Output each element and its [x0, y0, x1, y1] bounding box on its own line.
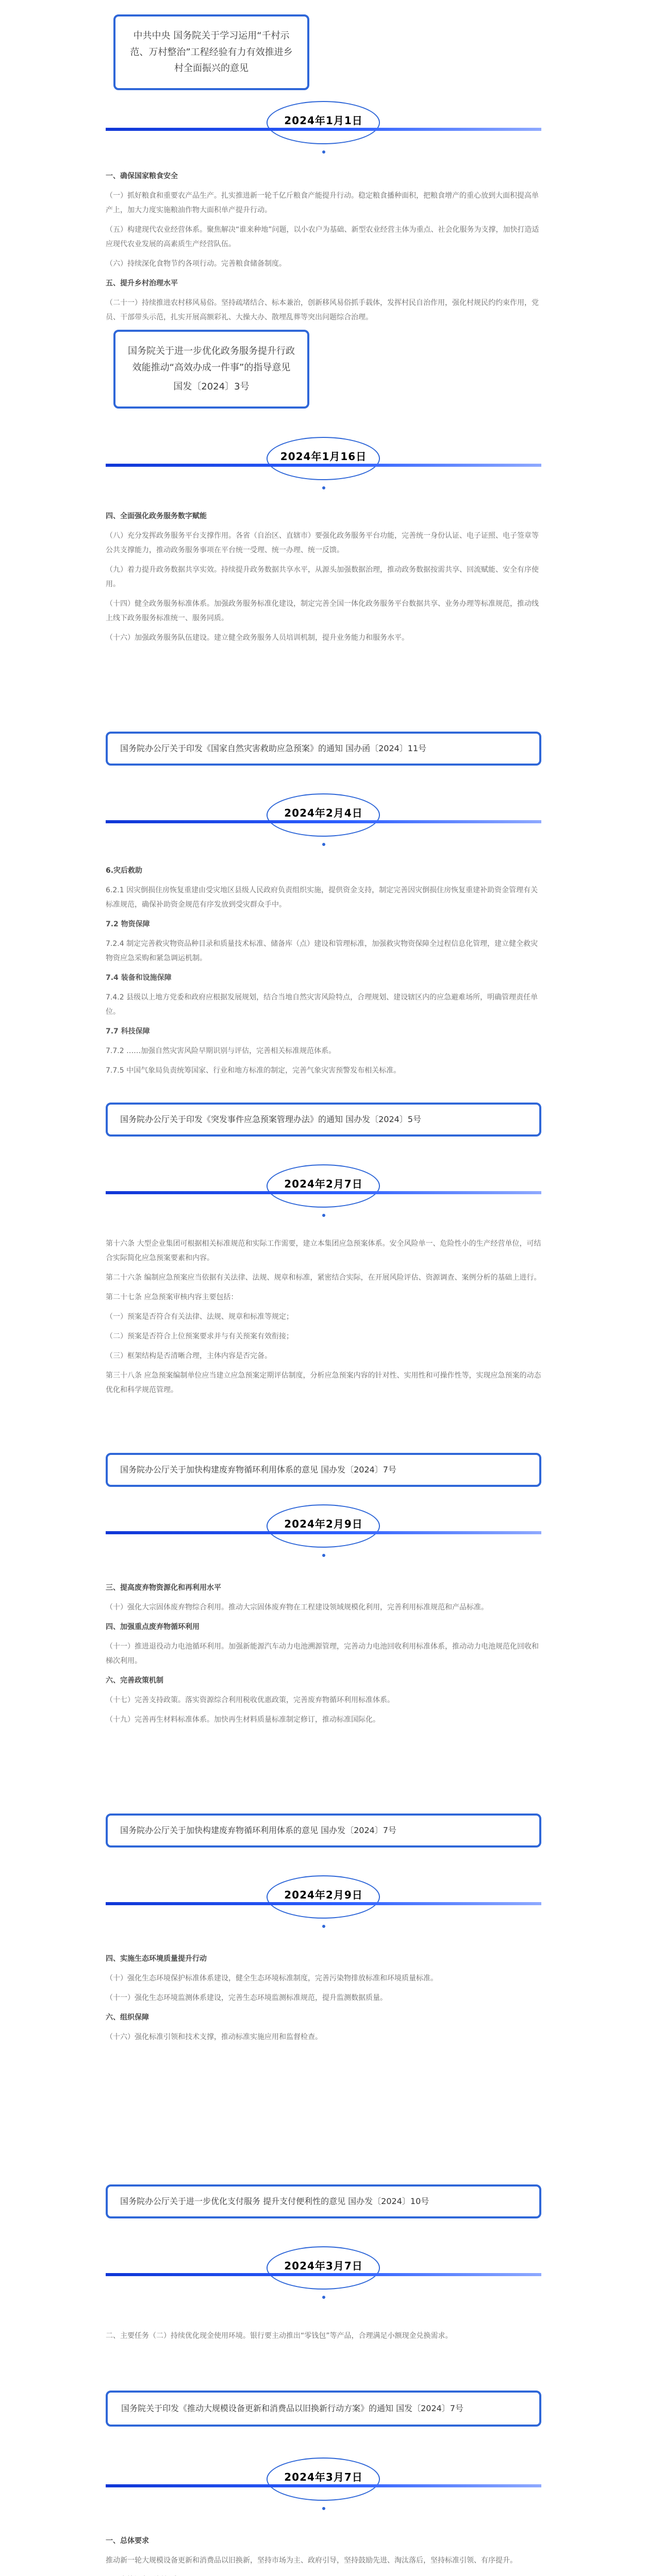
- section-5: [106, 1577, 541, 1732]
- section-paragraph: （十四）健全政务服务标准体系。加强政务服务标准化建设，制定完善全国一体化政务服务平台数据共享、业务办理等标准规范，推动线上线下政务服务标准统一、服务同质。: [106, 600, 539, 622]
- section-paragraph: （二十一）持续推进农村移风易俗。坚持疏堵结合、标本兼治，创新移风易俗抓手载体，发挥村民自治作用，强化村规民约约束作用，党员、干部带头示范，扎实开展高额彩礼、大操大办、散埋乱葬等突出问题综合治理。: [106, 299, 539, 321]
- policy-title: 中共中央 国务院关于学习运用“千村示范、万村整治”工程经验有力有效推进乡村全面振兴的意见: [130, 30, 293, 74]
- policy-title: 国务院办公厅关于印发《国家自然灾害救助应急预案》的通知 国办函〔2024〕11号: [120, 743, 427, 753]
- date-marker-6: [106, 1875, 541, 1920]
- date-text: 2024年2月4日: [284, 807, 363, 819]
- section-paragraph: （十一）推进退役动力电池循环利用。加强新能源汽车动力电池溯源管理，完善动力电池回收利用标准体系，推动动力电池规范化回收和梯次利用。: [106, 1642, 539, 1665]
- policy-title: 国务院办公厅关于加快构建废弃物循环利用体系的意见 国办发〔2024〕7号: [120, 1465, 396, 1475]
- date-dot: [322, 1554, 325, 1557]
- policy-title: 国务院关于印发《推动大规模设备更新和消费品以旧换新行动方案》的通知 国发〔2024〕7号: [121, 2403, 463, 2413]
- date-dot: [322, 843, 325, 846]
- section-heading: 五、提升乡村治理水平: [106, 279, 178, 287]
- section-paragraph: （五）构建现代农业经营体系。聚焦解决“谁来种地”问题，以小农户为基础、新型农业经营主体为重点、社会化服务为支撑，加快打造适应现代农业发展的高素质生产经营队伍。: [106, 226, 539, 248]
- section-paragraph: （九）着力提升政务数据共享实效。持续提升政务数据共享水平，从源头加强数据治理，推动政务数据按需共享、回流赋能、安全有序使用。: [106, 566, 539, 588]
- section-heading: 四、加强重点废弃物循环利用: [106, 1623, 200, 1631]
- section-paragraph: （十六）加强政务服务队伍建设。建立健全政务服务人员培训机制，提升业务能力和服务水平。: [106, 634, 409, 642]
- section-paragraph: （八）充分发挥政务服务平台支撑作用。各省（自治区、直辖市）要强化政务服务平台功能，完善统一身份认证、电子证照、电子签章等公共支撑能力，推动政务服务事项在平台统一受理、统一办理、统一反馈。: [106, 532, 539, 554]
- date-marker-3: [106, 793, 541, 838]
- date-dot: [322, 1925, 325, 1928]
- date-divider-line: [106, 1531, 541, 1534]
- section-paragraph: 6.2.1 因灾倒损住房恢复重建由受灾地区县级人民政府负责组织实施，提供资金支持，制定完善因灾倒损住房恢复重建补助资金管理有关标准规范，确保补助资金规范有序发放到受灾群众手中。: [106, 886, 538, 909]
- date-text: 2024年3月7日: [284, 2260, 363, 2272]
- section-6: [106, 1947, 541, 2049]
- policy-card-1[interactable]: [113, 14, 309, 90]
- section-heading: 六、组织保障: [106, 2013, 149, 2022]
- date-dot: [322, 2507, 325, 2510]
- section-heading: [106, 2573, 541, 2576]
- section-4: [106, 1236, 541, 1402]
- section-1: [106, 165, 541, 330]
- date-dot: [322, 1214, 325, 1217]
- policy-title: 国务院关于进一步优化政务服务提升行政效能推动“高效办成一件事”的指导意见: [128, 346, 295, 373]
- section-7: [106, 2329, 541, 2348]
- policy-card-4[interactable]: [106, 1103, 541, 1137]
- date-text: 2024年1月1日: [284, 114, 363, 127]
- date-divider-line: [106, 2484, 541, 2487]
- section-paragraph: （一）预案是否符合有关法律、法规、规章和标准等规定；: [106, 1313, 293, 1321]
- section-paragraph: 7.7.2 ……加强自然灾害风险早期识别与评估，完善相关标准规范体系。: [106, 1047, 336, 1055]
- section-paragraph: 第十六条 大型企业集团可根据相关标准规范和实际工作需要，建立本集团应急预案体系。安全风险单一、危险性小的生产经营单位，可结合实际简化应急预案要素和内容。: [106, 1240, 541, 1262]
- date-marker-2: [106, 437, 541, 481]
- date-text: 2024年2月7日: [284, 1178, 363, 1190]
- section-paragraph: 第二十七条 应急预案审核内容主要包括：: [106, 1293, 238, 1301]
- section-paragraph: （三）框架结构是否清晰合理，主体内容是否完备。: [106, 1352, 272, 1360]
- section-paragraph: （一）抓好粮食和重要农产品生产。扎实推进新一轮千亿斤粮食产能提升行动。稳定粮食播种面积，把粮食增产的重心放到大面积提高单产上，加大力度实施粮油作物大面积单产提升行动。: [106, 192, 539, 214]
- policy-number: 国发〔2024〕3号: [173, 381, 250, 392]
- policy-card-6[interactable]: [106, 1814, 541, 1848]
- date-marker-4: [106, 1164, 541, 1209]
- date-text: 2024年2月9日: [284, 1889, 363, 1901]
- date-dot: [322, 150, 325, 154]
- section-paragraph: 二、主要任务（二）持续优化现金使用环境。银行要主动推出“零钱包”等产品，合理满足小额现金兑换需求。: [106, 2332, 453, 2340]
- date-divider-line: [106, 464, 541, 467]
- date-dot: [322, 2296, 325, 2299]
- section-heading: 六、完善政策机制: [106, 1676, 163, 1685]
- policy-card-8[interactable]: [106, 2391, 541, 2427]
- policy-title: 国务院办公厅关于加快构建废弃物循环利用体系的意见 国办发〔2024〕7号: [120, 1825, 396, 1835]
- policy-card-7[interactable]: [106, 2184, 541, 2218]
- section-subheading: 7.7 科技保障: [106, 1027, 150, 1036]
- section-subheading: 7.4 装备和设施保障: [106, 974, 172, 982]
- section-paragraph: （十）强化大宗固体废弃物综合利用。推动大宗固体废弃物在工程建设领域规模化利用，完善利用标准规范和产品标准。: [106, 1603, 488, 1612]
- section-paragraph: 7.4.2 县级以上地方党委和政府应根据发展规划，结合当地自然灾害风险特点，合理规划、建设辖区内的应急避难场所，明确管理责任单位。: [106, 993, 538, 1016]
- policy-card-3[interactable]: [106, 732, 541, 766]
- date-marker-5: [106, 1504, 541, 1549]
- section-paragraph: （十九）完善再生材料标准体系。加快再生材料质量标准制定修订，推动标准国际化。: [106, 1716, 380, 1724]
- date-divider-line: [106, 820, 541, 823]
- section-heading: 四、全面强化政务服务数字赋能: [106, 512, 207, 520]
- section-heading: 三、提高废弃物资源化和再利用水平: [106, 1584, 221, 1592]
- section-paragraph: （十）强化生态环境保护标准体系建设，健全生态环境标准制度，完善污染物排放标准和环境质量标准。: [106, 1974, 438, 1982]
- policy-title: 国务院办公厅关于进一步优化支付服务 提升支付便利性的意见 国办发〔2024〕10号: [120, 2196, 429, 2206]
- section-paragraph: 7.2.4 制定完善救灾物资品种目录和质量技术标准、储备库（点）建设和管理标准，加强救灾物资保障全过程信息化管理，建立健全救灾物资应急采购和紧急调运机制。: [106, 940, 538, 962]
- date-divider-line: [106, 1191, 541, 1194]
- section-paragraph: （十六）强化标准引领和技术支撑，推动标准实施应用和监督检查。: [106, 2033, 322, 2041]
- date-marker-8: [106, 2458, 541, 2502]
- section-paragraph: 推动新一轮大规模设备更新和消费品以旧换新，坚持市场为主、政府引导，坚持鼓励先进、淘汰落后，坚持标准引领、有序提升。: [106, 2556, 517, 2565]
- policy-title: 国务院办公厅关于印发《突发事件应急预案管理办法》的通知 国办发〔2024〕5号: [120, 1114, 421, 1124]
- section-heading: 四、实施生态环境质量提升行动: [106, 1955, 207, 1963]
- date-divider-line: [106, 1902, 541, 1905]
- date-text: 2024年1月16日: [280, 450, 367, 463]
- section-heading: 6.灾后救助: [106, 867, 143, 875]
- section-paragraph: 7.7.5 中国气象局负责统筹国家、行业和地方标准的制定，完善气象灾害预警发布相关标准。: [106, 1066, 401, 1075]
- date-text: 2024年2月9日: [284, 1518, 363, 1530]
- policy-card-2[interactable]: [113, 330, 309, 409]
- section-2: [106, 505, 541, 650]
- section-heading: 一、总体要求: [106, 2537, 149, 2545]
- date-marker-7: [106, 2246, 541, 2291]
- date-marker-1: [106, 101, 541, 145]
- section-paragraph: （二）预案是否符合上位预案要求并与有关预案有效衔接；: [106, 1332, 293, 1341]
- section-subheading: 7.2 物资保障: [106, 920, 150, 928]
- section-heading: 一、确保国家粮食安全: [106, 172, 178, 180]
- date-dot: [322, 486, 325, 489]
- date-text: 2024年3月7日: [284, 2471, 363, 2483]
- section-paragraph: （六）持续深化食物节约各项行动。完善粮食储备制度。: [106, 260, 286, 268]
- section-paragraph: （十七）完善支持政策。落实资源综合利用税收优惠政策，完善废弃物循环利用标准体系。: [106, 1696, 394, 1704]
- date-divider-line: [106, 2273, 541, 2276]
- section-paragraph: 第二十六条 编制应急预案应当依据有关法律、法规、规章和标准，紧密结合实际，在开展风险评估、资源调查、案例分析的基础上进行。: [106, 1274, 541, 1282]
- section-3: [106, 859, 541, 1083]
- section-8: [106, 2530, 541, 2576]
- section-paragraph: （十一）强化生态环境监测体系建设，完善生态环境监测标准规范，提升监测数据质量。: [106, 1994, 387, 2002]
- policy-card-5[interactable]: [106, 1453, 541, 1487]
- section-paragraph: 第三十八条 应急预案编制单位应当建立应急预案定期评估制度，分析应急预案内容的针对性、实用性和可操作性等，实现应急预案的动态优化和科学规范管理。: [106, 1371, 541, 1394]
- date-divider-line: [106, 128, 541, 131]
